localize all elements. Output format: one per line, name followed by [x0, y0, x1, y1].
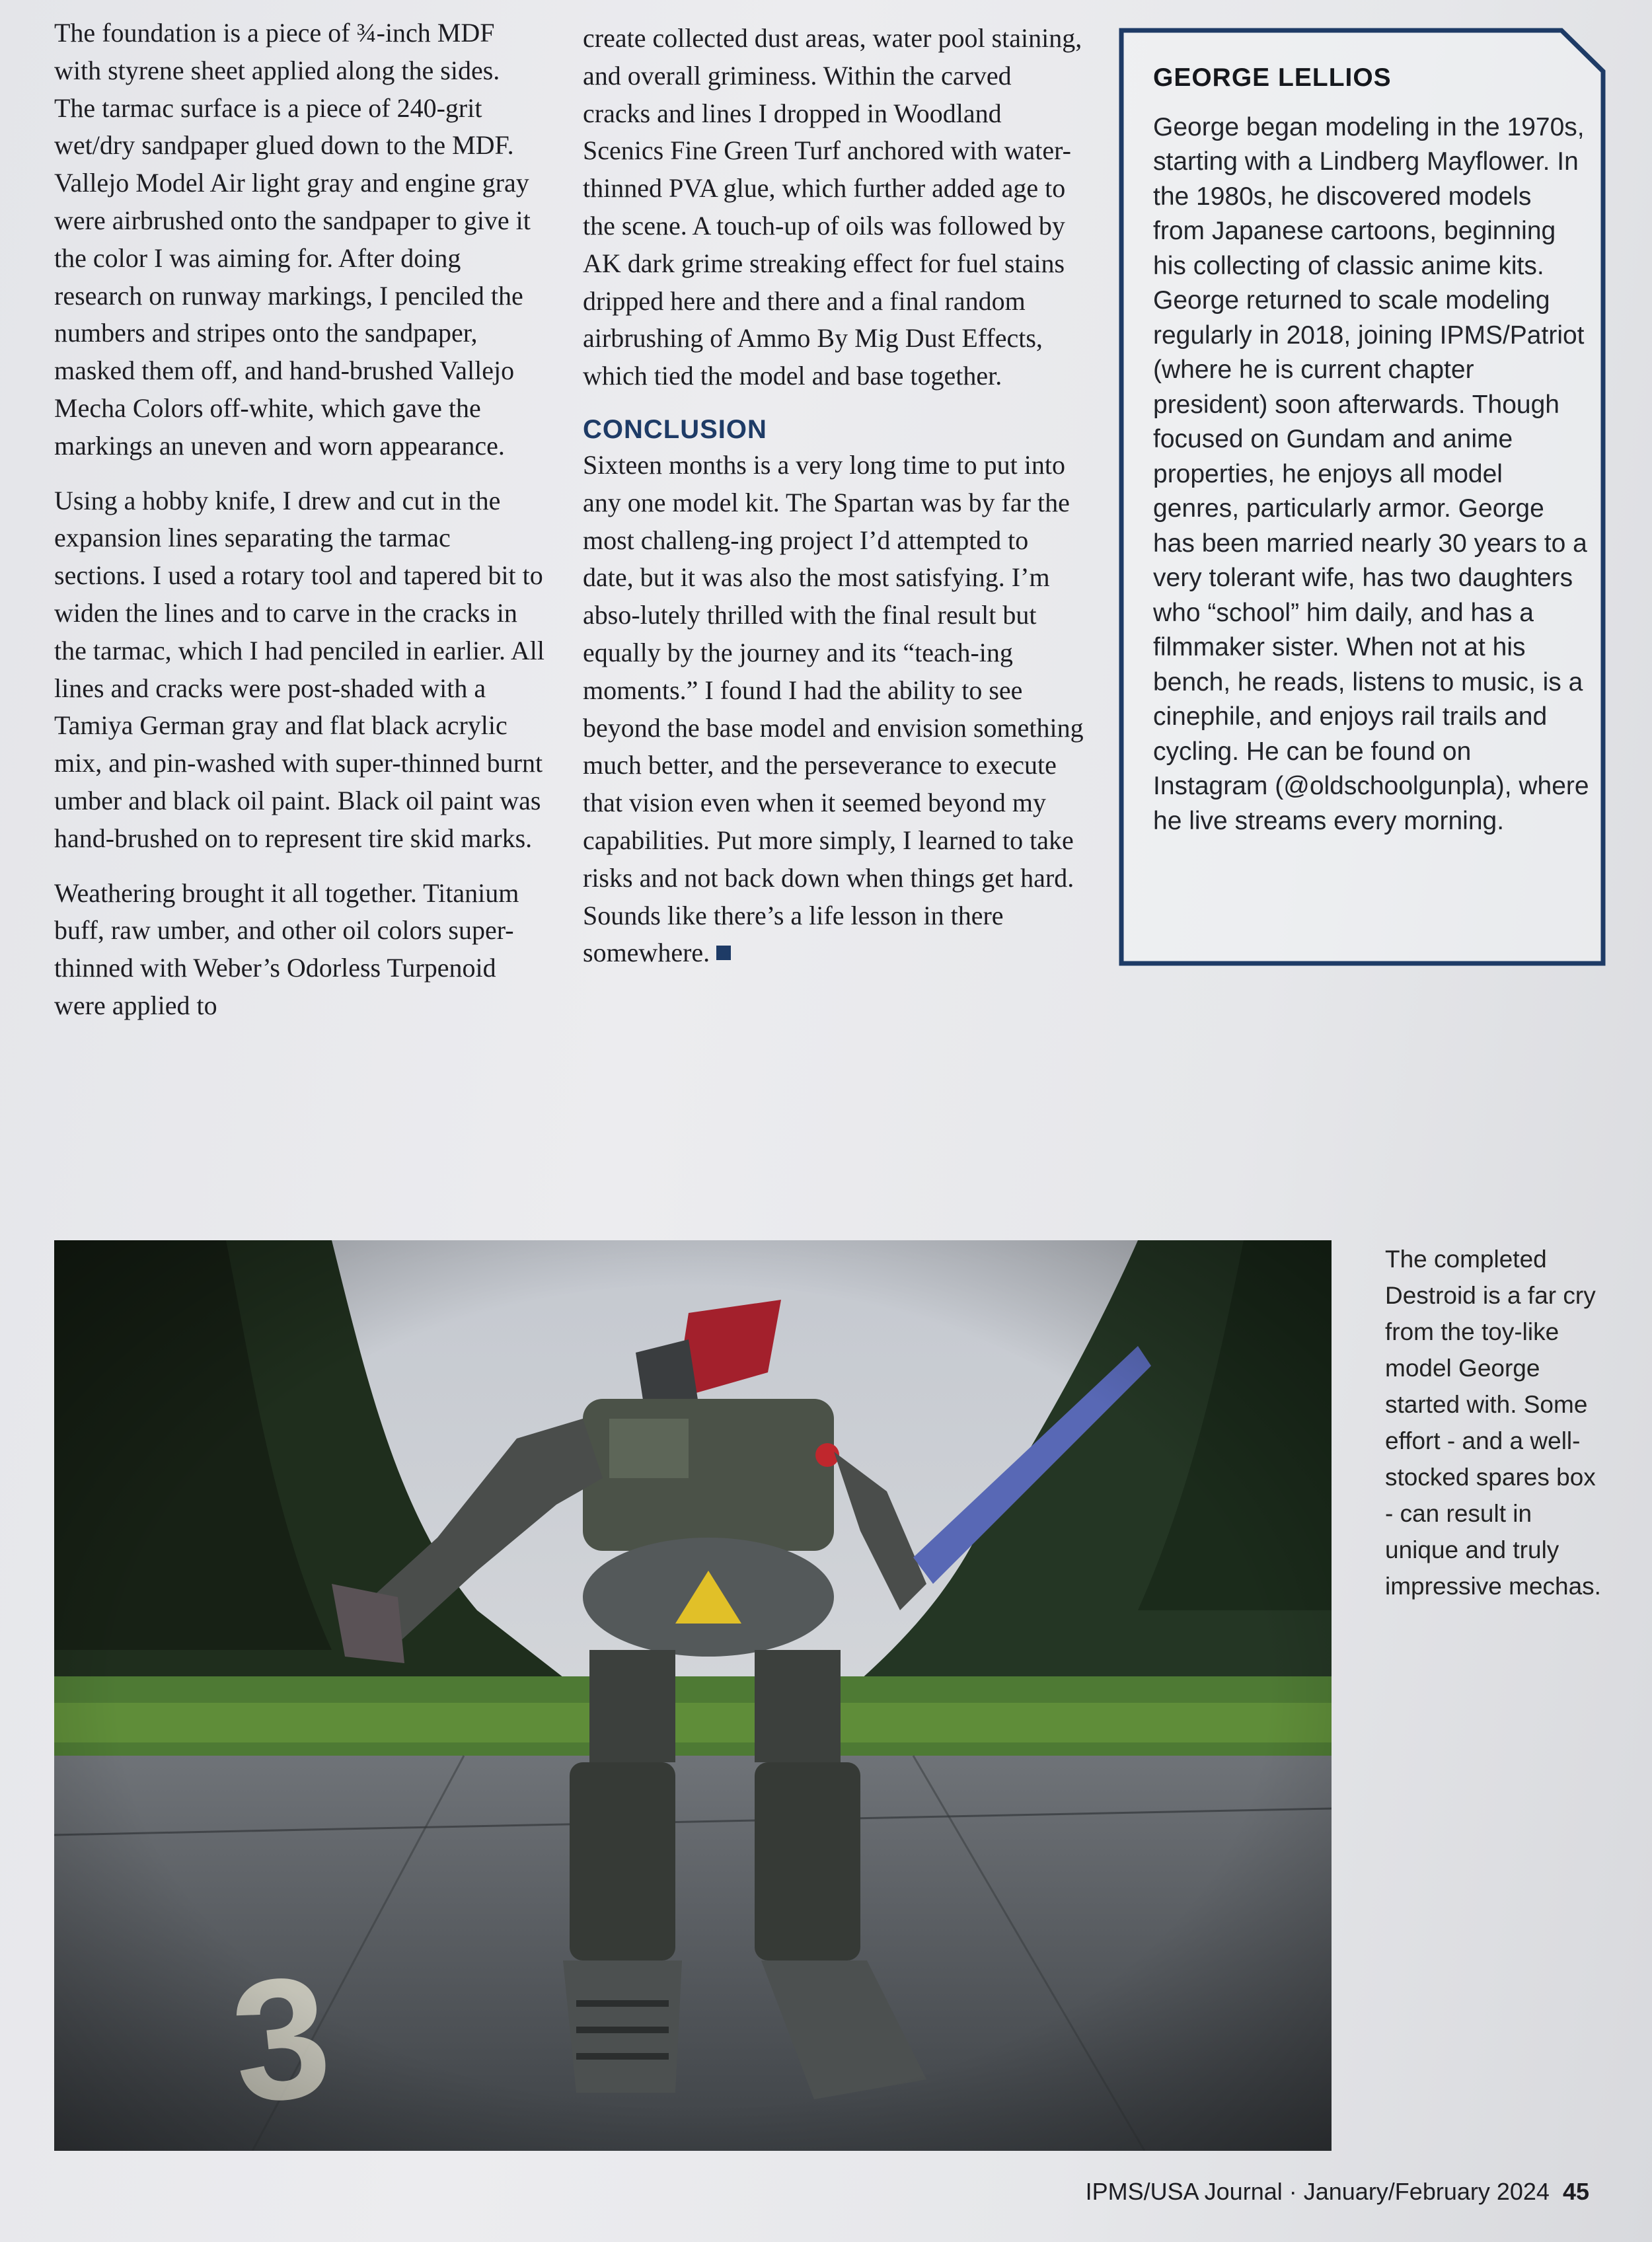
- paragraph-conclusion-text: Sixteen months is a very long time to put into any one model kit. The Spartan was by far the most challeng-ing project I’d attempted to date, but it was also the most satisfying. I’m abso-lutely thrilled with the final result but equally by the journey and its “teach-ing moments.” I found I had the ability to see beyond the base model and envision something much better, and the perseverance to execute that vision even when it seemed beyond my capabilities. Put more simply, I learned to take risks and not back down when things get hard. Sounds like there’s a life lesson in there somewhere.: [583, 449, 1084, 968]
- bio-text: George began modeling in the 1970s, starting with a Lindberg Mayflower. In the 1980s, he discovered models from Japanese cartoons, beginning his collecting of classic anime kits. George returned to scale modeling regularly in 2018, joining IPMS/Patriot (where he is current chapter president) soon afterwards. Though focused on Gundam and anime properties, he enjoys all model genres, particularly armor. George has been married nearly 30 years to a very tolerant wife, has two daughters who “school” him daily, and has a filmmaker sister. When not at his bench, he reads, listens to music, is a cinephile, and enjoys rail trails and cycling. He can be found on Instagram (@oldschoolgunpla), where he live streams every morning.: [1153, 112, 1589, 835]
- destroid-model-photo: [54, 1240, 1332, 2151]
- end-of-article-mark-icon: [716, 946, 731, 960]
- photo-illustration: [54, 1240, 1332, 2151]
- paragraph-conclusion: [583, 447, 1085, 972]
- photo-caption: The completed Destroid is a far cry from the toy-like model George started with. Some effort - and a well-stocked spares box - can result in unique and truly impressive mechas.: [1385, 1246, 1601, 1600]
- bio-author-name: GEORGE LELLIOS: [1153, 63, 1392, 92]
- article-column-1: [54, 15, 546, 1042]
- paragraph-weathering: Weathering brought it all together. Titanium buff, raw umber, and other oil colors super-thinned with Weber’s Odorless Turpenoid were applied to: [54, 878, 519, 1020]
- journal-title: IPMS/USA Journal · January/February 2024: [1085, 2178, 1550, 2205]
- section-heading-conclusion: CONCLUSION: [583, 414, 767, 444]
- page-number: 45: [1562, 2178, 1589, 2205]
- page-footer: [1086, 2178, 1589, 2206]
- article-column-2: [583, 20, 1085, 989]
- bio-box-content: [1153, 61, 1589, 839]
- paragraph-dust-areas: create collected dust areas, water pool staining, and overall griminess. Within the carved cracks and lines I dropped in Woodland Scenics Fine Green Turf anchored with water-thinned PVA glue, which further added age to the scene. A touch-up of oils was followed by AK dark grime streaking effect for fuel stains dripped here and there and a final random airbrushing of Ammo By Mig Dust Effects, which tied the model and base together.: [583, 23, 1082, 391]
- paragraph-hobby-knife: Using a hobby knife, I drew and cut in the expansion lines separating the tarmac sections. I used a rotary tool and tapered bit to widen the lines and to carve in the cracks in the tarmac, which I had penciled in earlier. All lines and cracks were post-shaded with a Tamiya German gray and flat black acrylic mix, and pin-washed with super-thinned burnt umber and black oil paint. Black oil paint was hand-brushed on to represent tire skid marks.: [54, 485, 544, 853]
- author-bio-box: [1119, 28, 1606, 966]
- paragraph-foundation: The foundation is a piece of ¾-inch MDF with styrene sheet applied along the sides. The tarmac surface is a piece of 240-grit wet/dry sandpaper glued down to the MDF. Vallejo Model Air light gray and engine gray were airbrushed onto the sandpaper to give it the color I was aiming for. After doing research on runway markings, I penciled the numbers and stripes onto the sandpaper, masked them off, and hand-brushed Vallejo Mecha Colors off-white, which gave the markings an uneven and worn appearance.: [54, 18, 531, 461]
